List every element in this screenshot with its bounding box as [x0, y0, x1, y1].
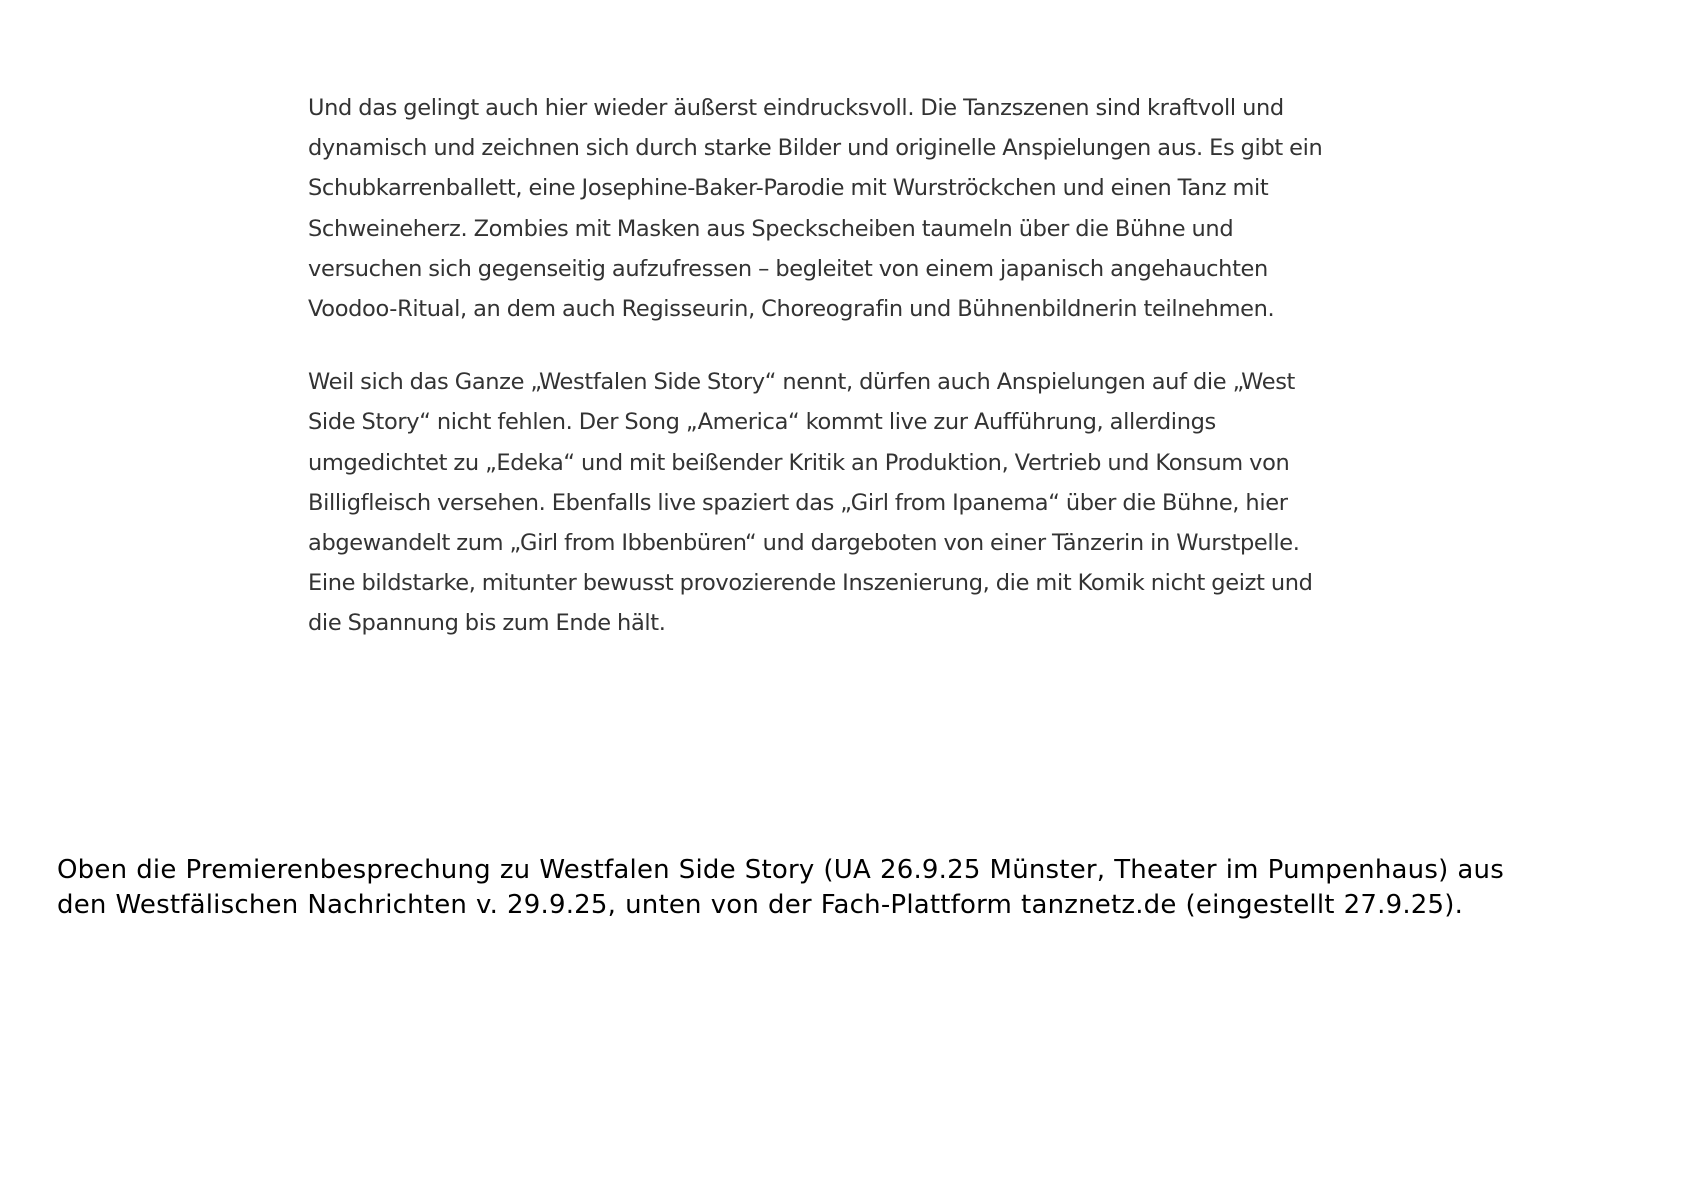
text-line: Und das gelingt auch hier wieder äußerst eindrucksvoll. Die Tanzszenen sind kraftvoll und — [308, 95, 1284, 121]
text-line: dynamisch und zeichnen sich durch starke Bilder und originelle Anspielungen aus. Es gibt ein — [308, 135, 1323, 162]
text-line: Billigfleisch versehen. Ebenfalls live spaziert das „Girl from Ipanema“ über die Bühne, hier — [308, 489, 1288, 516]
text-line: versuchen sich gegenseitig aufzufressen – begleitet von einem japanisch angehauchten — [308, 255, 1268, 282]
source-caption — [57, 853, 1667, 923]
article-text — [308, 88, 1398, 677]
text-line: Side Story“ nicht fehlen. Der Song „America“ kommt live zur Aufführung, allerdings — [308, 409, 1216, 436]
article-paragraph-2 — [308, 362, 1398, 643]
text-line: Schweineherz. Zombies mit Masken aus Speckscheiben taumeln über die Bühne und — [308, 215, 1234, 242]
article-paragraph-1 — [308, 88, 1398, 329]
text-line: abgewandelt zum „Girl from Ibbenbüren“ und dargeboten von einer Tänzerin in Wurstpelle. — [308, 530, 1300, 557]
text-line: umgedichtet zu „Edeka“ und mit beißender Kritik an Produktion, Vertrieb und Konsum von — [308, 449, 1290, 476]
caption-line: Oben die Premierenbesprechung zu Westfalen Side Story (UA 26.9.25 Münster, Theater im Pumpenhaus) aus — [57, 855, 1504, 885]
caption-line: den Westfälischen Nachrichten v. 29.9.25, unten von der Fach-Plattform tanznetz.de (eingestellt 27.9.25). — [57, 890, 1464, 920]
text-line: die Spannung bis zum Ende hält. — [308, 610, 666, 637]
text-line: Schubkarrenballett, eine Josephine-Baker-Parodie mit Wurströckchen und einen Tanz mit — [308, 175, 1269, 202]
text-line: Voodoo-Ritual, an dem auch Regisseurin, Choreografin und Bühnenbildnerin teilnehmen. — [308, 296, 1275, 323]
text-line: Eine bildstarke, mitunter bewusst provozierende Inszenierung, die mit Komik nicht geizt und — [308, 570, 1313, 597]
text-line: Weil sich das Ganze „Westfalen Side Story“ nennt, dürfen auch Anspielungen auf die „West — [308, 369, 1296, 396]
